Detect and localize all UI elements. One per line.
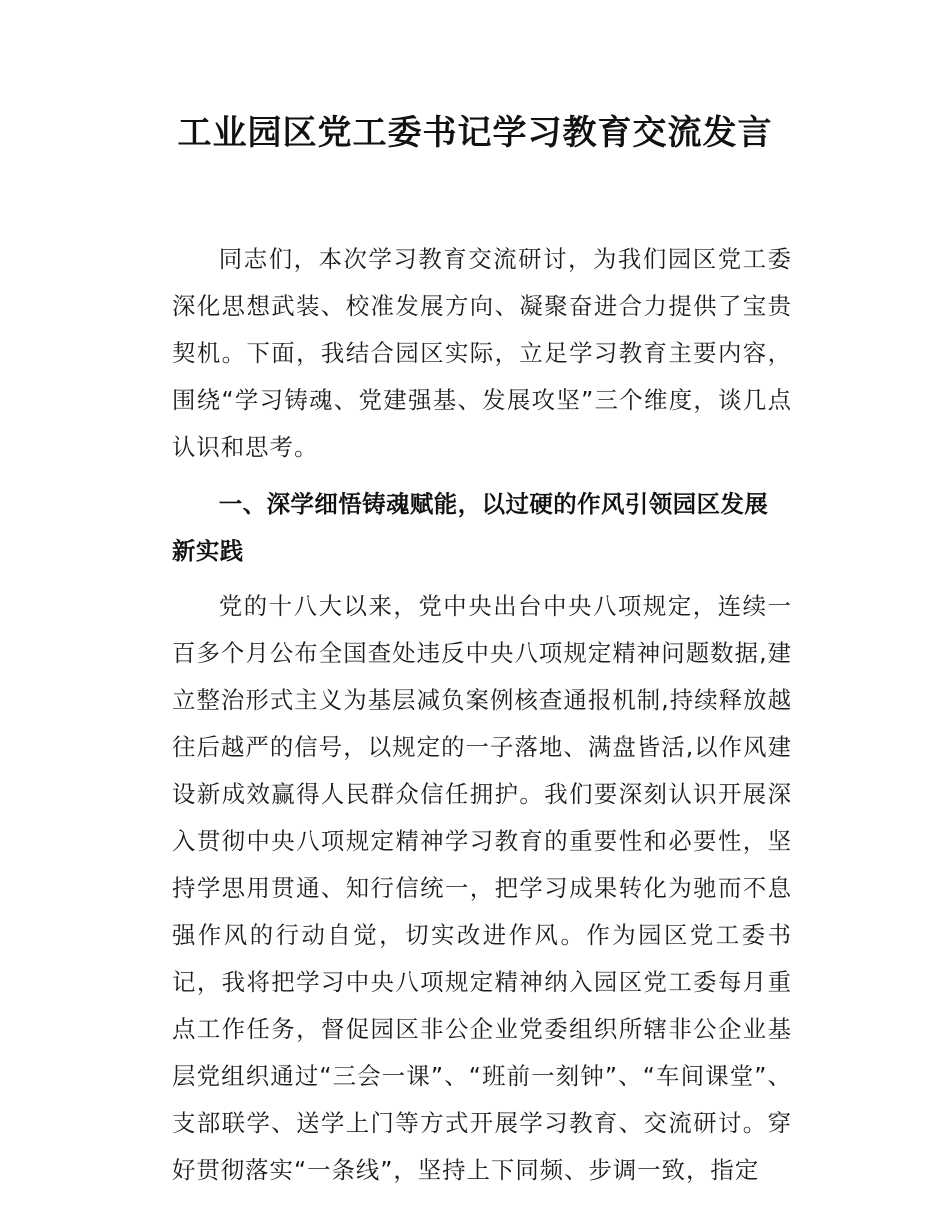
section-1-paragraph: 党的十八大以来，党中央出台中央八项规定，连续一百多个月公布全国查处违反中央八项规定精神问题数据,建立整治形式主义为基层减负案例核查通报机制,持续释放越往后越严的信号，以规定的一子落地、满盘皆活,以作风建设新成效赢得人民群众信任拥护。我们要深刻认识开展深入贯彻中央八项规定精神学习教育的重要性和必要性，坚持学思用贯通、知行信统一，把学习成果转化为驰而不息强作风的行动自觉，切实改进作风。作为园区党工委书记，我将把学习中央八项规定精神纳入园区党工委每月重点工作任务，督促园区非公企业党委组织所辖非公企业基层党组织通过“三会一课”、“班前一刻钟”、“车间课堂”、支部联学、送学上门等方式开展学习教育、交流研讨。穿好贯彻落实“一条线”，坚持上下同频、步调一致，指定	[172, 592, 792, 1184]
document-body	[172, 236, 792, 1194]
intro-paragraph: 同志们，本次学习教育交流研讨，为我们园区党工委深化思想武装、校准发展方向、凝聚奋进合力提供了宝贵契机。下面，我结合园区实际，立足学习教育主要内容，围绕“学习铸魂、党建强基、发展攻坚”三个维度，谈几点认识和思考。	[172, 245, 792, 461]
section-heading-1: 一、深学细悟铸魂赋能，以过硬的作风引领园区发展新实践	[172, 490, 769, 565]
document-title: 工业园区党工委书记学习教育交流发言	[177, 113, 773, 153]
